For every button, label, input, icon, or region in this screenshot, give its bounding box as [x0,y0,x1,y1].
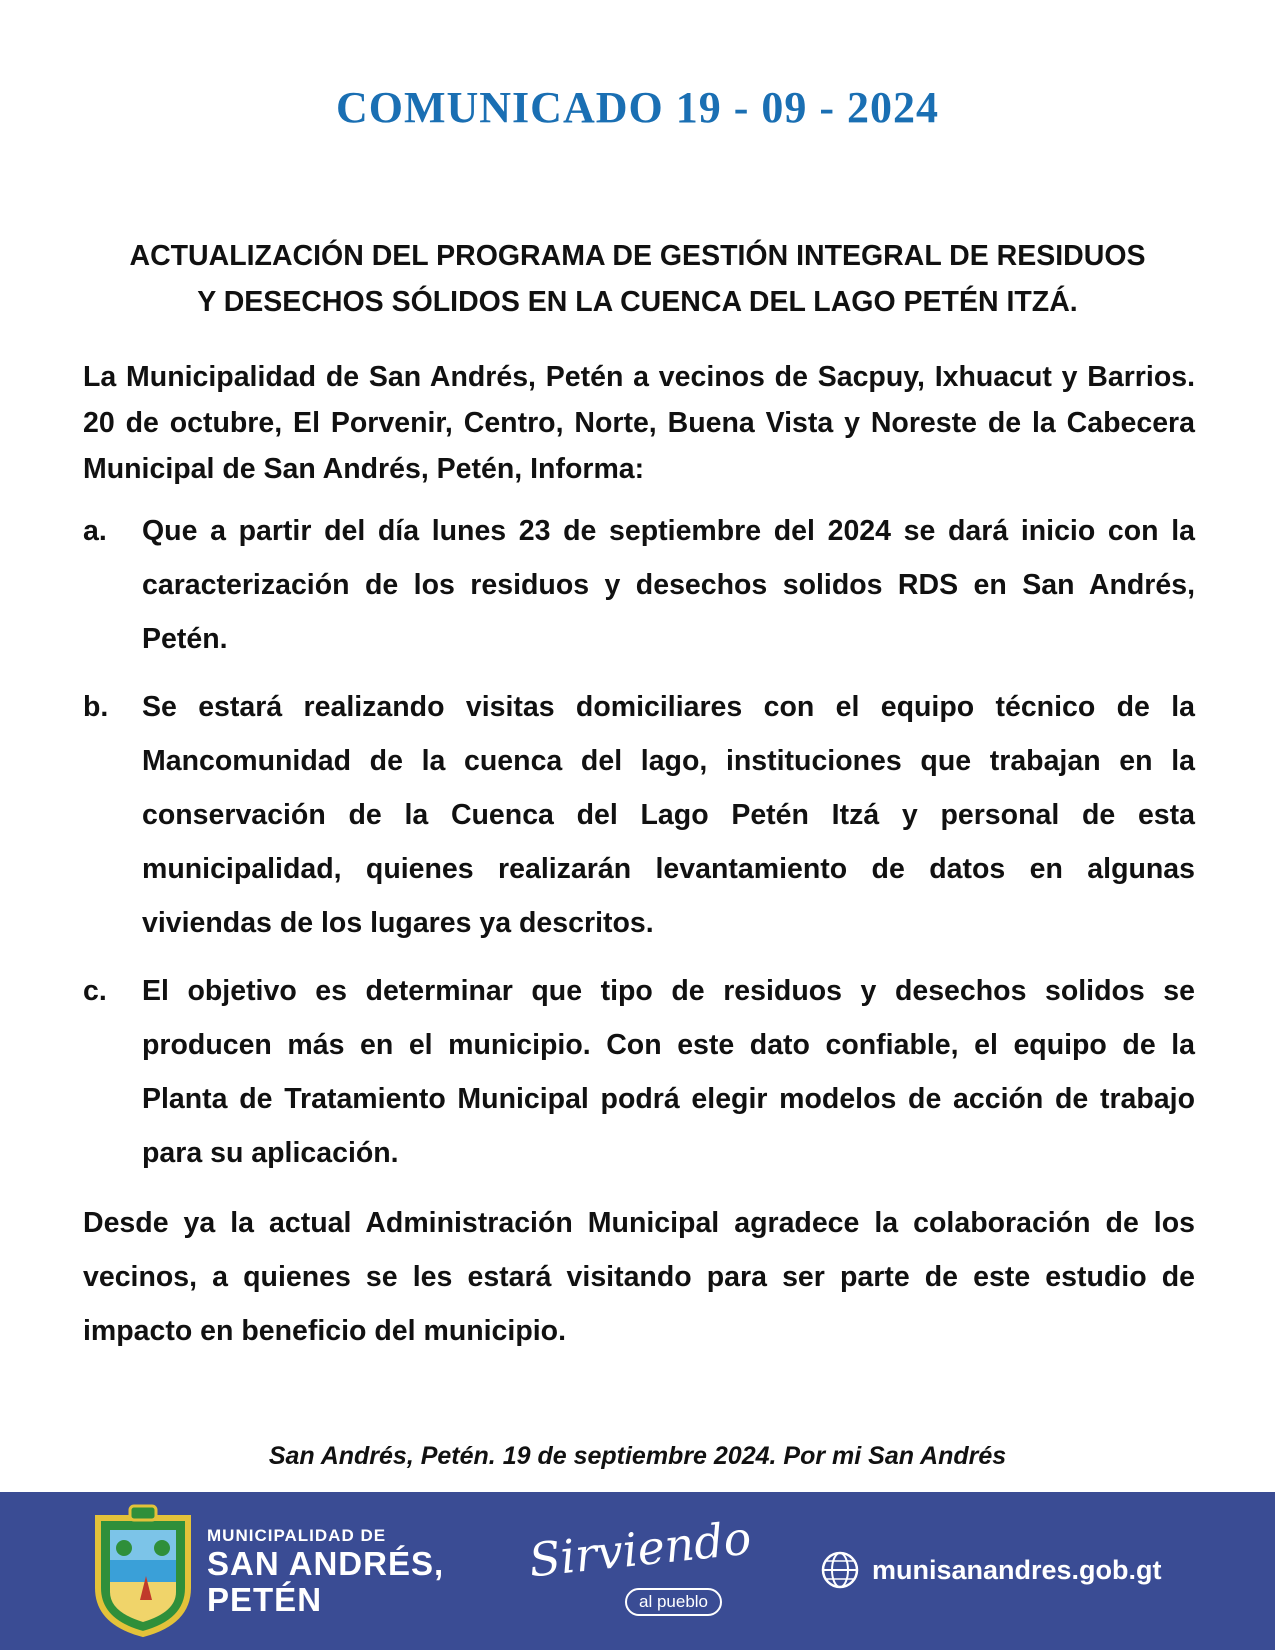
footer-banner [0,1492,1275,1650]
signature-line: San Andrés, Petén. 19 de septiembre 2024. Por mi San Andrés [268,1442,1007,1470]
municipality-label: MUNICIPALIDAD DE [207,1526,387,1545]
document-title: COMUNICADO 19 - 09 - 2024 [335,83,940,132]
subtitle-line-2: Y DESECHOS SÓLIDOS EN LA CUENCA DEL LAGO PETÉN ITZÁ. [197,286,1078,318]
list-item-text: El objetivo es determinar que tipo de residuos y desechos solidos se producen más en el municipio. Con este dato confiable, el equipo de la Planta de Tratamiento Municipal podrá elegir modelos de acción de trabajo para su aplicación. [142,975,1195,1169]
list-marker: a. [83,515,107,547]
document-subtitle [80,233,1195,325]
municipality-line-2: PETÉN [207,1581,323,1618]
website-url[interactable]: munisanandres.gob.gt [872,1554,1162,1585]
list-item [83,964,1195,1180]
list-item [83,680,1195,950]
subtitle-line-1: ACTUALIZACIÓN DEL PROGRAMA DE GESTIÓN INTEGRAL DE RESIDUOS [129,240,1146,272]
list-item-text: Se estará realizando visitas domiciliares con el equipo técnico de la Mancomunidad de la cuenca del lago, instituciones que trabajan en la conservación de la Cuenca del Lago Petén Itzá y personal de esta municipalidad, quienes realizarán levantamiento de datos en algunas viviendas de los lugares ya descritos. [142,691,1195,939]
slogan-main: Sirviendo [526,1510,754,1588]
municipality-name [207,1526,444,1618]
slogan [520,1510,760,1624]
municipality-line-1: SAN ANDRÉS, [207,1545,445,1582]
announcement-list [83,504,1195,1194]
website[interactable] [820,1550,1162,1590]
list-item-text: Que a partir del día lunes 23 de septiembre del 2024 se dará inicio con la caracterización de los residuos y desechos solidos RDS en San Andrés, Petén. [142,515,1195,655]
globe-icon [820,1550,860,1590]
list-marker: c. [83,975,107,1007]
municipal-shield-icon [92,1504,194,1638]
intro-paragraph: La Municipalidad de San Andrés, Petén a vecinos de Sacpuy, Ixhuacut y Barrios. 20 de octubre, El Porvenir, Centro, Norte, Buena Vista y Noreste de la Cabecera Municipal de San Andrés, Petén, Informa: [83,361,1195,485]
closing-paragraph: Desde ya la actual Administración Municipal agradece la colaboración de los vecinos, a quienes se les estará visitando para ser parte de este estudio de impacto en beneficio del municipio. [83,1207,1195,1347]
slogan-sub: al pueblo [625,1588,722,1616]
list-item [83,504,1195,666]
list-marker: b. [83,691,109,723]
